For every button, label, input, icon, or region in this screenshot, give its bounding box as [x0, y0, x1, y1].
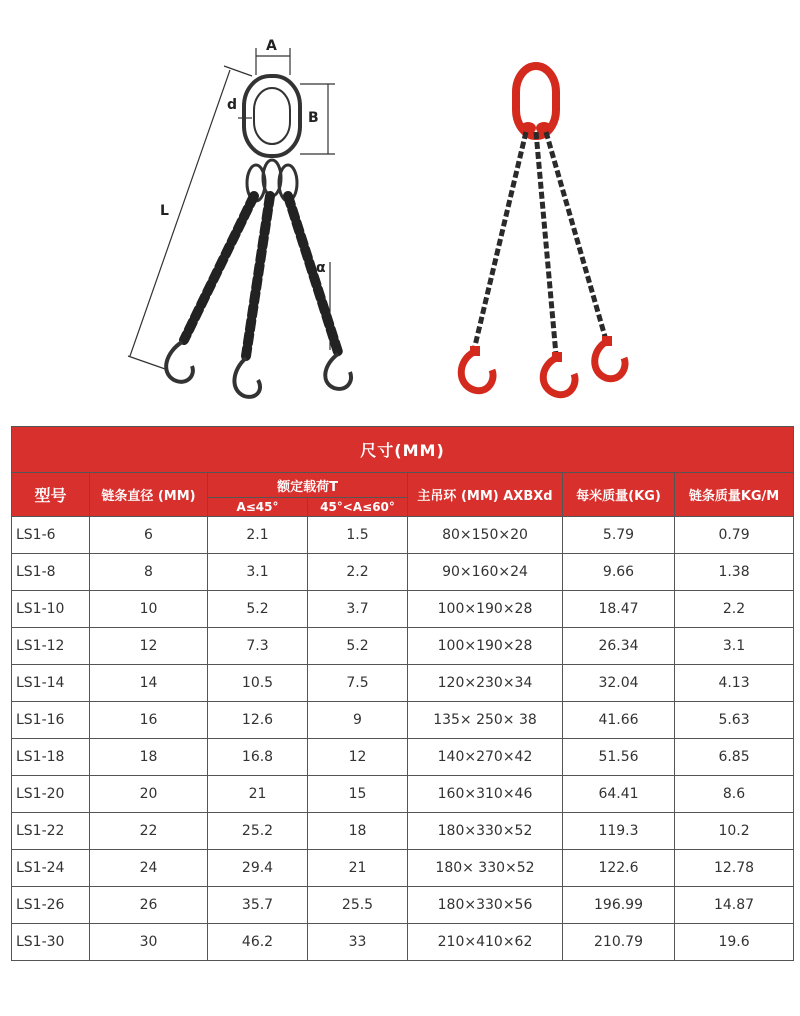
table-cell: LS1-10: [12, 591, 90, 628]
spec-table: [11, 426, 794, 961]
table-row: [12, 591, 794, 628]
table-cell: 15: [308, 776, 408, 813]
table-cell: 4.13: [675, 665, 794, 702]
label-l: L: [160, 203, 169, 219]
table-cell: 24: [90, 850, 208, 887]
table-cell: LS1-12: [12, 628, 90, 665]
table-cell: 6.85: [675, 739, 794, 776]
header-rated-load: 额定载荷T: [208, 473, 408, 498]
table-cell: 18: [308, 813, 408, 850]
table-cell: 12: [308, 739, 408, 776]
table-cell: 10: [90, 591, 208, 628]
table-cell: 80×150×20: [408, 517, 563, 554]
table-cell: 19.6: [675, 924, 794, 961]
table-cell: 64.41: [563, 776, 675, 813]
table-cell: 35.7: [208, 887, 308, 924]
table-cell: 5.63: [675, 702, 794, 739]
table-cell: 210.79: [563, 924, 675, 961]
table-cell: 100×190×28: [408, 628, 563, 665]
table-cell: 46.2: [208, 924, 308, 961]
table-cell: 18: [90, 739, 208, 776]
table-cell: 20: [90, 776, 208, 813]
table-row: [12, 924, 794, 961]
table-row: [12, 628, 794, 665]
header-diameter: 链条直径 (MM): [90, 473, 208, 517]
table-row: [12, 517, 794, 554]
table-cell: LS1-20: [12, 776, 90, 813]
table-cell: 12.6: [208, 702, 308, 739]
table-cell: 30: [90, 924, 208, 961]
table-cell: 16: [90, 702, 208, 739]
table-cell: 21: [208, 776, 308, 813]
table-cell: 8.6: [675, 776, 794, 813]
table-cell: 41.66: [563, 702, 675, 739]
table-cell: 26.34: [563, 628, 675, 665]
table-cell: 1.38: [675, 554, 794, 591]
table-body: [12, 517, 794, 961]
header-master-link: 主吊环 (MM) AXBXd: [408, 473, 563, 517]
table-cell: 2.1: [208, 517, 308, 554]
header-angle-2: 45°<A≤60°: [308, 498, 408, 517]
table-cell: 160×310×46: [408, 776, 563, 813]
table-cell: 22: [90, 813, 208, 850]
header-model: 型号: [12, 473, 90, 517]
table-cell: 140×270×42: [408, 739, 563, 776]
table-row: [12, 776, 794, 813]
table-cell: 120×230×34: [408, 665, 563, 702]
table-row: [12, 739, 794, 776]
table-row: [12, 850, 794, 887]
table-cell: 9: [308, 702, 408, 739]
table-cell: 7.3: [208, 628, 308, 665]
table-cell: 51.56: [563, 739, 675, 776]
table-cell: LS1-30: [12, 924, 90, 961]
table-cell: LS1-16: [12, 702, 90, 739]
table-cell: 122.6: [563, 850, 675, 887]
table-row: [12, 554, 794, 591]
table-cell: 5.2: [308, 628, 408, 665]
table-cell: 3.1: [208, 554, 308, 591]
table-cell: LS1-24: [12, 850, 90, 887]
table-cell: 25.2: [208, 813, 308, 850]
table-cell: 0.79: [675, 517, 794, 554]
table-cell: 12: [90, 628, 208, 665]
table-cell: 10.2: [675, 813, 794, 850]
table-cell: 6: [90, 517, 208, 554]
table-cell: 14.87: [675, 887, 794, 924]
table-cell: 119.3: [563, 813, 675, 850]
table-cell: 14: [90, 665, 208, 702]
table-cell: 18.47: [563, 591, 675, 628]
table-cell: 33: [308, 924, 408, 961]
table-cell: 12.78: [675, 850, 794, 887]
product-figures: [0, 0, 800, 420]
table-cell: 5.2: [208, 591, 308, 628]
table-cell: 1.5: [308, 517, 408, 554]
table-cell: 7.5: [308, 665, 408, 702]
table-cell: 100×190×28: [408, 591, 563, 628]
header-angle-1: A≤45°: [208, 498, 308, 517]
table-cell: 180×330×56: [408, 887, 563, 924]
label-d: d: [227, 97, 238, 113]
sling-dimension-diagram: [0, 0, 420, 420]
table-cell: LS1-18: [12, 739, 90, 776]
table-row: [12, 887, 794, 924]
table-cell: 90×160×24: [408, 554, 563, 591]
table-cell: LS1-8: [12, 554, 90, 591]
table-cell: LS1-26: [12, 887, 90, 924]
table-row: [12, 665, 794, 702]
table-row: [12, 813, 794, 850]
table-cell: 3.7: [308, 591, 408, 628]
label-a: A: [266, 38, 277, 54]
table-cell: 180× 330×52: [408, 850, 563, 887]
header-weight-per-meter: 每米质量(KG): [563, 473, 675, 517]
table-cell: 25.5: [308, 887, 408, 924]
table-cell: 210×410×62: [408, 924, 563, 961]
label-alpha: α: [316, 260, 326, 276]
table-cell: 32.04: [563, 665, 675, 702]
table-cell: 180×330×52: [408, 813, 563, 850]
table-cell: LS1-6: [12, 517, 90, 554]
table-row: [12, 702, 794, 739]
table-cell: 10.5: [208, 665, 308, 702]
table-cell: 21: [308, 850, 408, 887]
sling-product-photo: [430, 0, 690, 420]
table-cell: 29.4: [208, 850, 308, 887]
table-cell: 16.8: [208, 739, 308, 776]
table-cell: 9.66: [563, 554, 675, 591]
label-b: B: [308, 110, 319, 126]
table-cell: 26: [90, 887, 208, 924]
table-cell: 5.79: [563, 517, 675, 554]
table-cell: 2.2: [308, 554, 408, 591]
table-cell: 8: [90, 554, 208, 591]
table-cell: 196.99: [563, 887, 675, 924]
table-cell: 2.2: [675, 591, 794, 628]
table-cell: LS1-14: [12, 665, 90, 702]
table-title: 尺寸(MM): [12, 427, 794, 473]
header-chain-weight: 链条质量KG/M: [675, 473, 794, 517]
table-cell: 135× 250× 38: [408, 702, 563, 739]
table-cell: LS1-22: [12, 813, 90, 850]
table-cell: 3.1: [675, 628, 794, 665]
